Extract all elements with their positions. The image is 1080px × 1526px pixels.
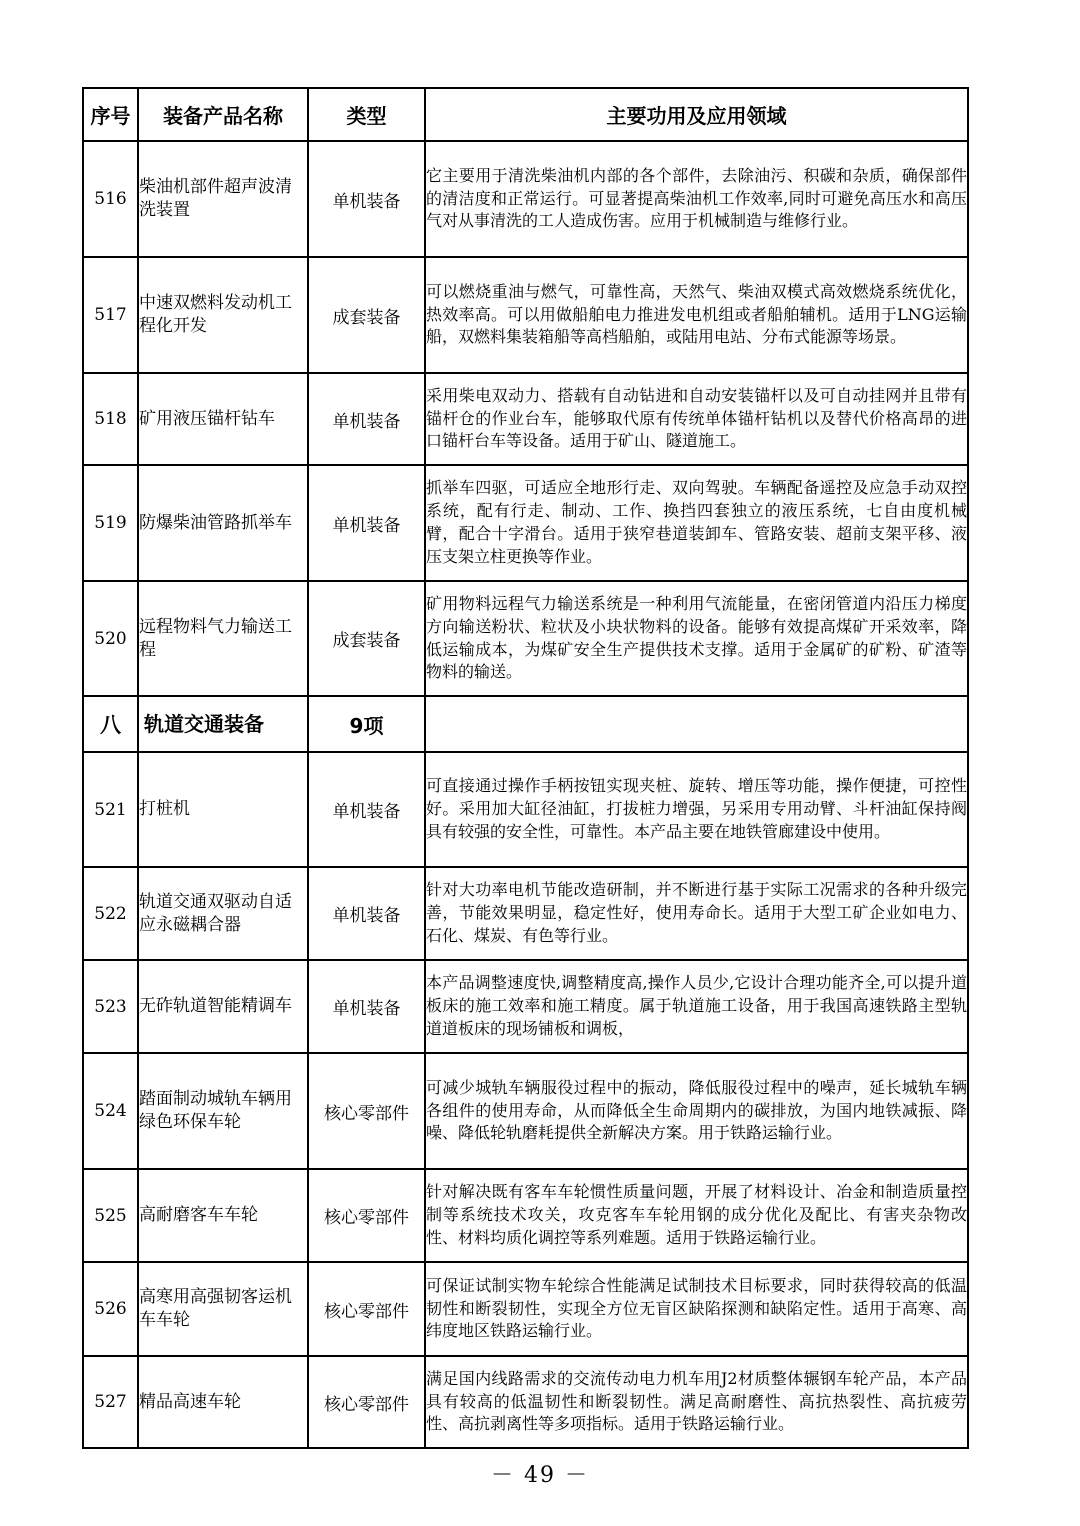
row-num: 526 [83,1262,138,1356]
row-type: 核心零部件 [308,1169,425,1262]
table-row [83,141,968,257]
table-row [83,581,968,696]
row-desc: 矿用物料远程气力输送系统是一种利用气流能量，在密闭管道内沿压力梯度方向输送粉状、粒状及小块状物料的设备。能够有效提高煤矿开采效率，降低运输成本，为煤矿安全生产提供技术支撑。适用于金属矿的矿粉、矿渣等物料的输送。 [425,581,968,696]
table-row [83,867,968,960]
row-desc: 针对解决既有客车车轮惯性质量问题，开展了材料设计、冶金和制造质量控制等系统技术攻关，攻克客车车轮用钢的成分优化及配比、有害夹杂物改性、材料均质化调控等系列难题。适用于铁路运输行业。 [425,1169,968,1262]
row-desc: 可减少城轨车辆服役过程中的振动，降低服役过程中的噪声，延长城轨车辆各组件的使用寿命，从而降低全生命周期内的碳排放，为国内地铁减振、降噪、降低轮轨磨耗提供全新解决方案。用于铁路运输行业。 [425,1053,968,1169]
row-name: 高耐磨客车车轮 [138,1169,308,1262]
row-num: 522 [83,867,138,960]
row-num: 519 [83,465,138,581]
row-name: 无砟轨道智能精调车 [138,960,308,1053]
row-desc: 抓举车四驱，可适应全地形行走、双向驾驶。车辆配备遥控及应急手动双控系统，配有行走、制动、工作、换挡四套独立的液压系统，七自由度机械臂，配合十字滑台。适用于狭窄巷道装卸车、管路安装、超前支架平移、液压支架立柱更换等作业。 [425,465,968,581]
header-desc: 主要功用及应用领域 [425,88,968,141]
row-name: 轨道交通双驱动自适应永磁耦合器 [138,867,308,960]
row-type: 核心零部件 [308,1356,425,1448]
section-num: 八 [83,696,138,752]
header-type: 类型 [308,88,425,141]
row-name: 高寒用高强韧客运机车车轮 [138,1262,308,1356]
row-num: 525 [83,1169,138,1262]
row-name: 远程物料气力输送工程 [138,581,308,696]
row-type: 单机装备 [308,141,425,257]
row-desc: 本产品调整速度快,调整精度高,操作人员少,它设计合理功能齐全,可以提升道板床的施工效率和施工精度。属于轨道施工设备，用于我国高速铁路主型轨道道板床的现场铺板和调板， [425,960,968,1053]
row-type: 成套装备 [308,257,425,373]
row-desc: 可直接通过操作手柄按钮实现夹桩、旋转、增压等功能，操作便捷，可控性好。采用加大缸径油缸，打拔桩力增强，另采用专用动臂、斗杆油缸保持阀具有较强的安全性，可靠性。本产品主要在地铁管廊建设中使用。 [425,752,968,867]
row-type: 单机装备 [308,960,425,1053]
row-type: 单机装备 [308,752,425,867]
table-row [83,1169,968,1262]
section-count: 9项 [308,696,425,752]
row-num: 520 [83,581,138,696]
equipment-table [82,87,969,1449]
table-row [83,1262,968,1356]
row-num: 517 [83,257,138,373]
row-name: 防爆柴油管路抓举车 [138,465,308,581]
table-row [83,465,968,581]
row-type: 单机装备 [308,867,425,960]
page-number: － 49 － [491,1463,589,1488]
section-desc [425,696,968,752]
table-header-row [83,88,968,141]
row-type: 成套装备 [308,581,425,696]
table-row [83,960,968,1053]
row-desc: 针对大功率电机节能改造研制，并不断进行基于实际工况需求的各种升级完善，节能效果明显，稳定性好，使用寿命长。适用于大型工矿企业如电力、石化、煤炭、有色等行业。 [425,867,968,960]
table-row [83,1356,968,1448]
row-type: 单机装备 [308,373,425,465]
row-num: 521 [83,752,138,867]
header-name: 装备产品名称 [138,88,308,141]
table-row [83,257,968,373]
row-name: 柴油机部件超声波清洗装置 [138,141,308,257]
row-name: 中速双燃料发动机工程化开发 [138,257,308,373]
row-num: 518 [83,373,138,465]
table-row [83,1053,968,1169]
row-type: 单机装备 [308,465,425,581]
row-desc: 可以燃烧重油与燃气，可靠性高，天然气、柴油双模式高效燃烧系统优化，热效率高。可以用做船舶电力推进发电机组或者船舶辅机。适用于LNG运输船，双燃料集装箱船等高档船舶，或陆用电站、分布式能源等场景。 [425,257,968,373]
row-name: 矿用液压锚杆钻车 [138,373,308,465]
row-type: 核心零部件 [308,1262,425,1356]
row-type: 核心零部件 [308,1053,425,1169]
row-desc: 它主要用于清洗柴油机内部的各个部件，去除油污、积碳和杂质，确保部件的清洁度和正常运行。可显著提高柴油机工作效率,同时可避免高压水和高压气对从事清洗的工人造成伤害。应用于机械制造与维修行业。 [425,141,968,257]
row-num: 516 [83,141,138,257]
row-num: 527 [83,1356,138,1448]
table-row [83,373,968,465]
row-num: 524 [83,1053,138,1169]
section-row [83,696,968,752]
row-desc: 采用柴电双动力、搭载有自动钻进和自动安装锚杆以及可自动挂网并且带有锚杆仓的作业台车，能够取代原有传统单体锚杆钻机以及替代价格高昂的进口锚杆台车等设备。适用于矿山、隧道施工。 [425,373,968,465]
row-num: 523 [83,960,138,1053]
row-desc: 可保证试制实物车轮综合性能满足试制技术目标要求，同时获得较高的低温韧性和断裂韧性，实现全方位无盲区缺陷探测和缺陷定性。适用于高寒、高纬度地区铁路运输行业。 [425,1262,968,1356]
section-name: 轨道交通装备 [138,696,308,752]
table-row [83,752,968,867]
row-name: 精品高速车轮 [138,1356,308,1448]
row-desc: 满足国内线路需求的交流传动电力机车用J2材质整体辗钢车轮产品，本产品具有较高的低温韧性和断裂韧性。满足高耐磨性、高抗热裂性、高抗疲劳性、高抗剥离性等多项指标。适用于铁路运输行业。 [425,1356,968,1448]
header-num: 序号 [83,88,138,141]
row-name: 踏面制动城轨车辆用绿色环保车轮 [138,1053,308,1169]
row-name: 打桩机 [138,752,308,867]
